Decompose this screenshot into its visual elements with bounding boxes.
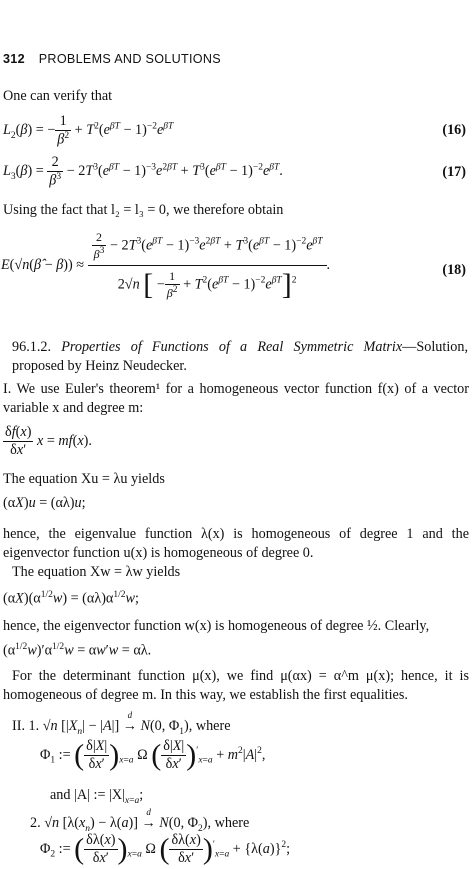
section-heading bbox=[12, 338, 468, 376]
where-1: where bbox=[195, 718, 231, 734]
item-II-2-label: 2. bbox=[30, 815, 41, 831]
equation-17: $L_3(\beta)$ = $\frac{2}{\beta^3}$ − $2T^3(e^{\beta T} - 1)^{-3}e^{2\beta T} + T^3(e^{\beta T} - 1)^{-2}e^{\beta T}$. bbox=[3, 154, 283, 189]
phi1-equation: $\Phi_1$ := ( $\frac{\delta|X|}{\delta x'}$ )$_{x=a}$ Ω ( $\frac{\delta|X|}{\delta x'}$ )$'_{x=a} + m^2|A|^2$, bbox=[40, 738, 266, 772]
section-suffix: —Solution, proposed by Heinz Neudecker. bbox=[12, 339, 468, 374]
section-number: 96.1.2. bbox=[12, 339, 52, 355]
hence-eigenvalue: hence, the eigenvalue function λ(x) is homogeneous of degree 1 and the eigenvector function u(x) is homogeneous of degree 0. bbox=[3, 526, 469, 561]
where-2: where bbox=[214, 815, 250, 831]
euler-equation: $\frac{\delta f(x)}{\delta x'}$ x = mf(x). bbox=[5, 424, 92, 458]
phi2-equation: $\Phi_2$ := ( $\frac{\delta\lambda(x)}{\delta x'}$ )$_{x=a}$ Ω ( $\frac{\delta\lambda(x)}{\delta x'}$ )$'_{x=a} + \{\lambda(a)\}^2$; bbox=[40, 832, 291, 866]
page-number: 312 bbox=[3, 52, 25, 66]
running-header bbox=[3, 52, 221, 66]
determinant-paragraph: For the determinant function μ(x), we find μ(αx) = α^m μ(x); hence, it is homogeneous of degree m. In this way, we establish the first equalities. bbox=[3, 668, 469, 703]
hence-eigenvector: hence, the eigenvector function w(x) is homogeneous of degree ½. Clearly, bbox=[3, 618, 430, 634]
item-II-1: II. 1. √n $[|X_n| - |A|]$ d → N(0, $\Phi_1$), where bbox=[12, 710, 231, 737]
item-II-2: 2. √n $[\lambda(x_n) - \lambda(a)]$ d → N(0, $\Phi_2$), where bbox=[30, 807, 250, 834]
equation-18-tag: (18) bbox=[442, 262, 466, 278]
intro-text: One can verify that bbox=[3, 88, 113, 104]
and-A-text: and |A| := $|X|_{x=a}$; bbox=[50, 787, 144, 806]
xw-text: The equation Xw = λw yields bbox=[12, 564, 181, 580]
using-fact-text: Using the fact that l₂ = l₃ = 0, we therefore obtain bbox=[3, 202, 284, 218]
equation-16: $L_2(\beta)$ = − $\frac{1}{\beta^2}$ + $T^2(e^{\beta T} - 1)^{-2}e^{\beta T}$ bbox=[3, 113, 174, 148]
w-norm-equation: $(\alpha^{1/2}w)'\alpha^{1/2}w = \alpha w'w = \alpha\lambda$. bbox=[3, 642, 152, 659]
equation-18: E(√n(β̂ − β)) ≈ $\frac{2}{\beta^3}$ − $2T^3(e^{\beta T} - 1)^{-3}e^{2\beta T} + T^3(e^{\beta T} - 1)^{-2}e^{\beta T}$ 2√n [ − $\frac{1}{\beta^2}$ + $T^2(e^{\beta T} - 1)^{-2}e^{\beta T}]^2$ . bbox=[1, 230, 331, 301]
equation-17-tag: (17) bbox=[442, 164, 466, 180]
paragraph-I: I. We use Euler's theorem¹ for a homogeneous vector function f(x) of a vector variable x and degree m: bbox=[3, 381, 469, 416]
and-A-label: and |A| := |X| bbox=[50, 787, 125, 803]
xw-equation: $(\alpha X)(\alpha^{1/2}w) = (\alpha\lambda)\alpha^{1/2}w$; bbox=[3, 590, 139, 607]
running-title: PROBLEMS AND SOLUTIONS bbox=[38, 52, 221, 66]
section-title: Properties of Functions of a Real Symmetric Matrix bbox=[61, 339, 403, 355]
item-II-1-label: II. 1. bbox=[12, 718, 40, 734]
equation-16-tag: (16) bbox=[442, 122, 466, 138]
xu-equation: (αX)u = (αλ)u; bbox=[3, 495, 86, 511]
xu-text: The equation Xu = λu yields bbox=[3, 471, 165, 487]
